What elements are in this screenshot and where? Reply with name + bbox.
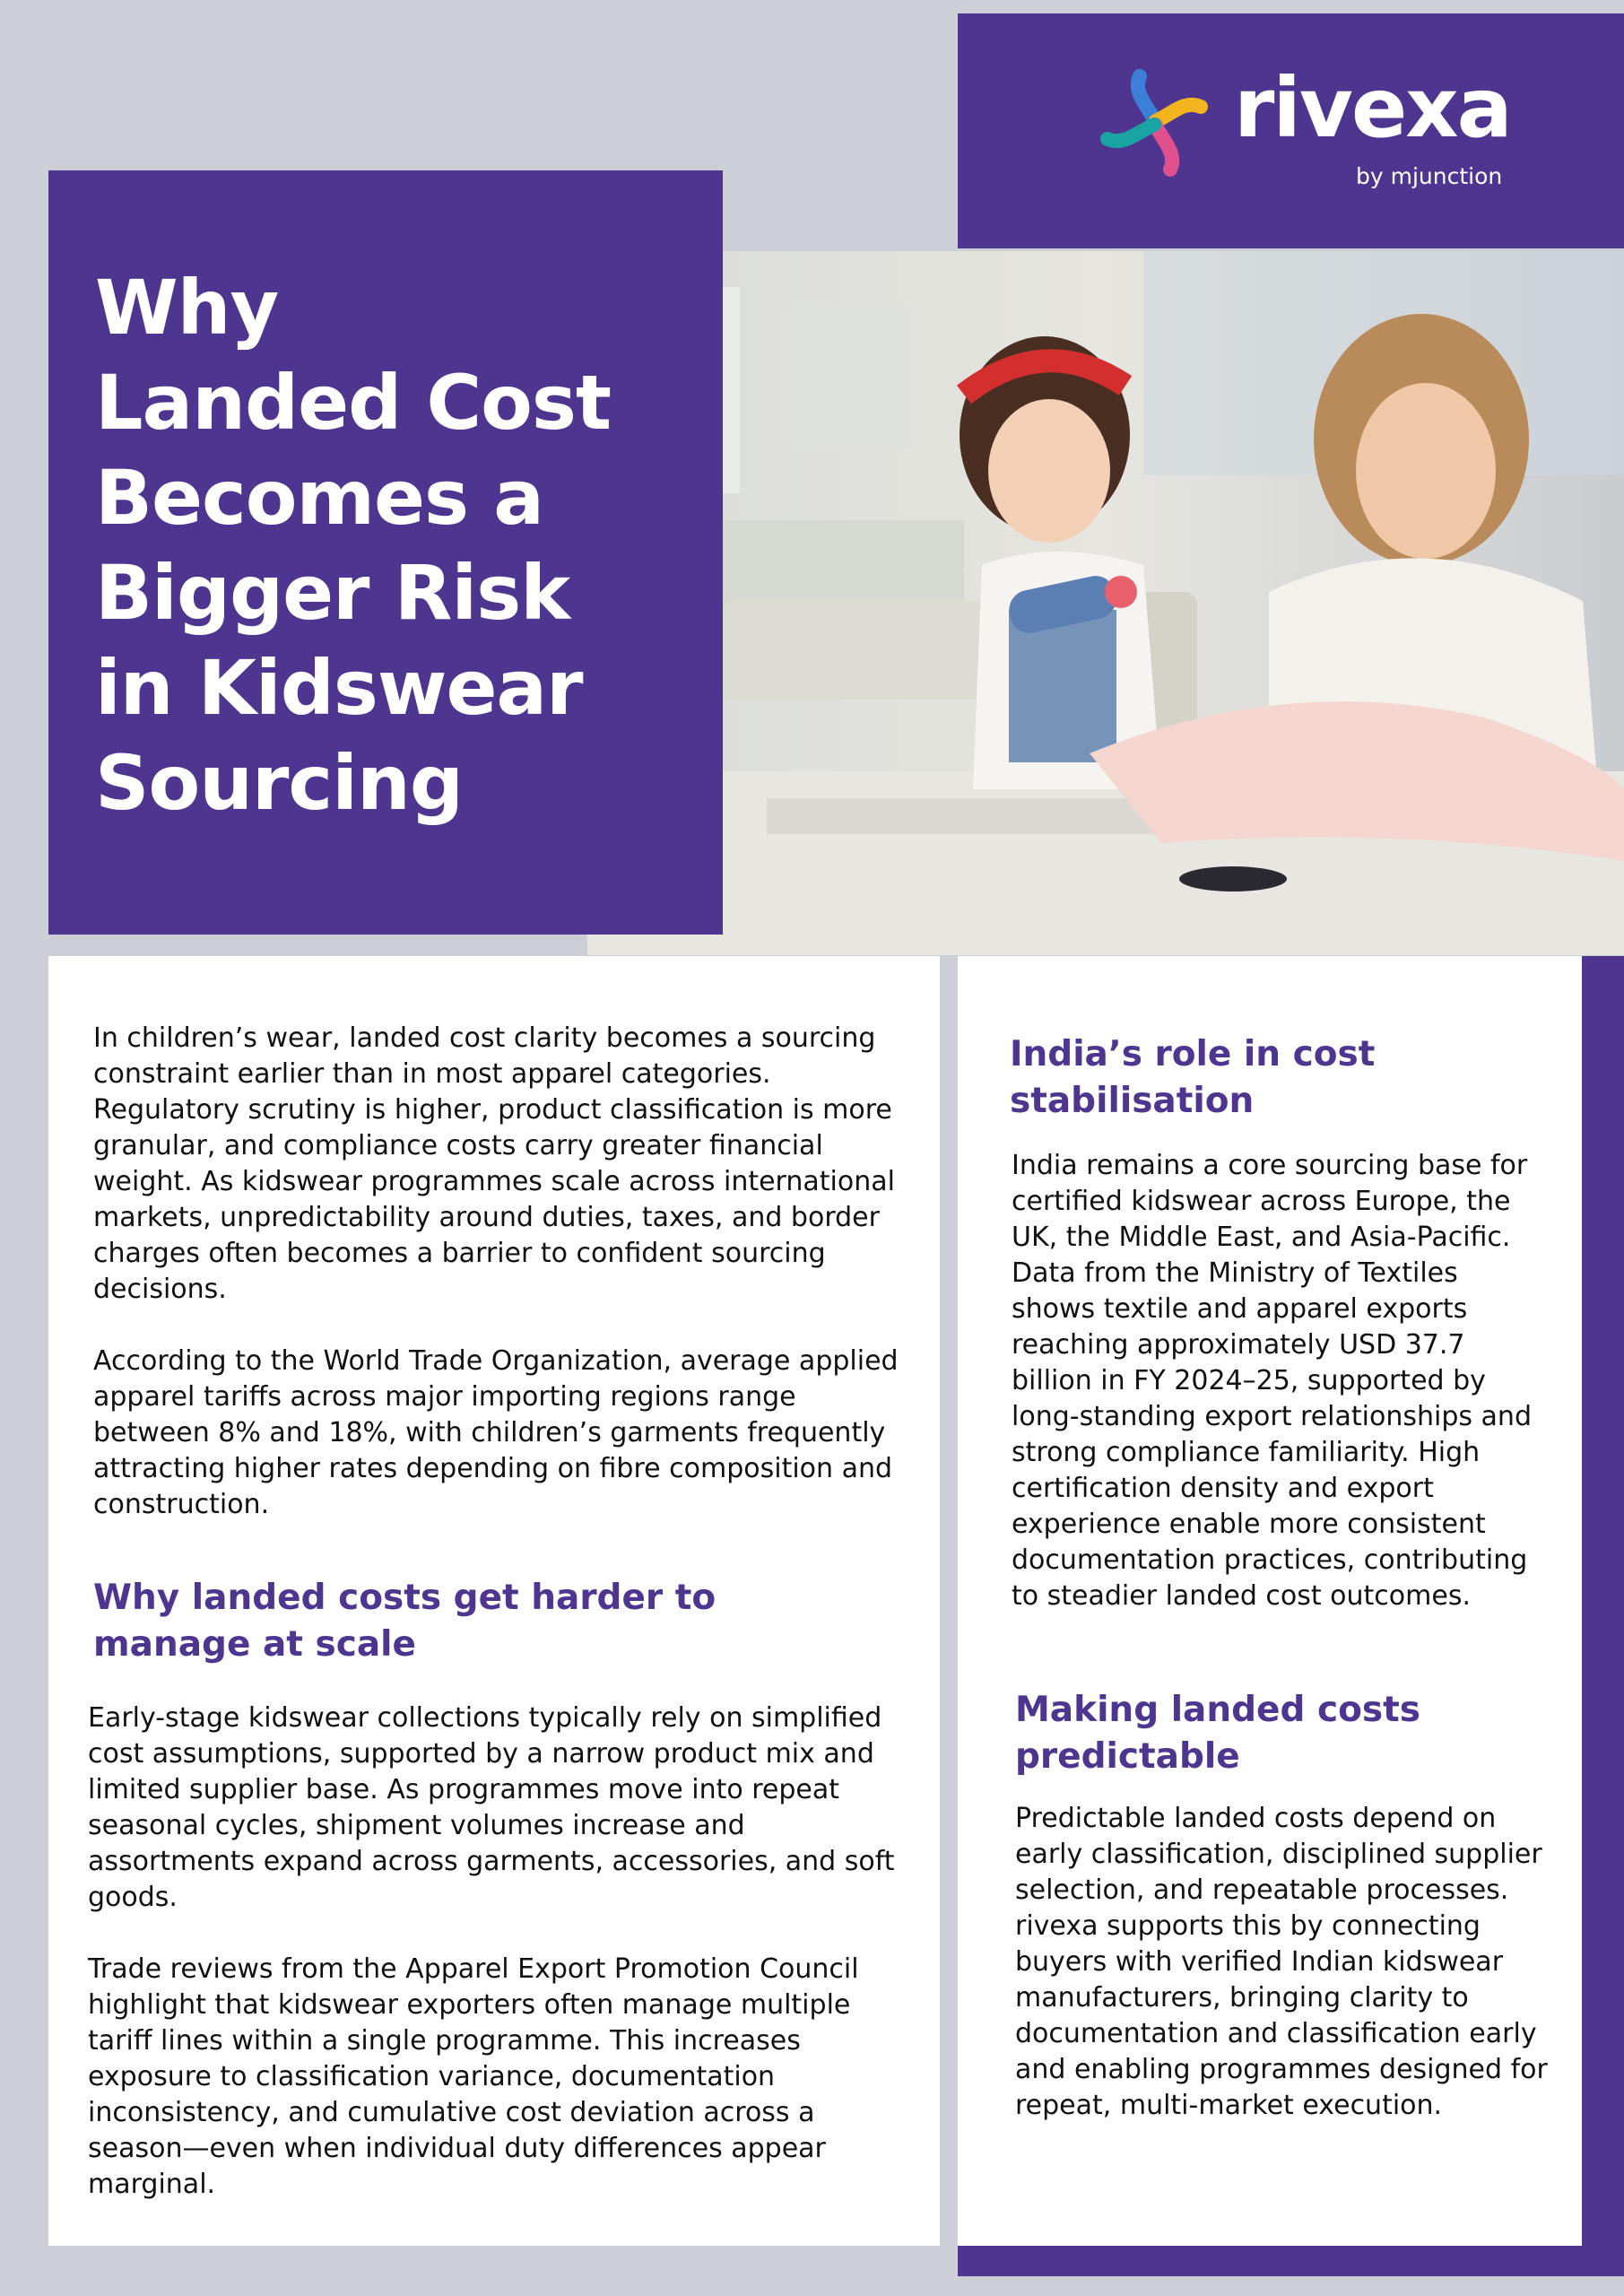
brand-name: rivexa bbox=[1234, 60, 1511, 156]
title-line: Sourcing bbox=[95, 739, 463, 827]
section-heading: India’s role in cost stabilisation bbox=[1010, 1034, 1376, 1121]
hero-photo bbox=[587, 251, 1624, 955]
section-paragraph: India remains a core sourcing base for certified kidswear across Europe, the UK, the Middle East, and Asia-Pacific. Data from the Ministry of Textiles shows textile and apparel exports reaching approximately USD 37.7 billion in FY 2024–25, supported by long-standing export relationships and strong compliance familiarity. High certification density and export experience enable more consistent documentation practices, contributing to steadier landed cost outcomes. bbox=[1012, 1150, 1532, 1612]
intro-paragraph: According to the World Trade Organization, average applied apparel tariffs across major importing regions range between 8% and 18%, with children’s garments frequently attracting higher rates depending on fibre composition and construction. bbox=[93, 1345, 899, 1520]
sewing-scene-image bbox=[587, 251, 1624, 955]
section-paragraph: Trade reviews from the Apparel Export Promotion Council highlight that kidswear exporters often manage multiple tariff lines within a single programme. This increases exposure to classification variance, documentation inconsistency, and cumulative cost deviation across a season—even when individual duty differences appear marginal. bbox=[88, 1953, 859, 2200]
intro-paragraph: In children’s wear, landed cost clarity becomes a sourcing constraint earlier than in most apparel categories. Regulatory scrutiny is higher, product classification is more granular, and compliance costs carry greater financial weight. As kidswear programmes scale across international markets, unpredictability around duties, taxes, and border charges often becomes a barrier to confident sourcing decisions. bbox=[93, 1022, 895, 1305]
title-line: Bigger Risk bbox=[95, 549, 570, 637]
section-heading: Why landed costs get harder to manage at scale bbox=[93, 1578, 716, 1665]
section-heading: Making landed costs predictable bbox=[1015, 1690, 1420, 1777]
logo-panel bbox=[958, 13, 1624, 248]
page-title bbox=[95, 260, 669, 831]
section-paragraph: Predictable landed costs depend on early classification, disciplined supplier selection, and repeatable processes. rivexa supports this by connecting buyers with verified Indian kidswear manufacturers, bringing clarity to documentation and classification early and enabling programmes designed for repeat, multi-market execution. bbox=[1015, 1803, 1548, 2121]
title-line: Becomes a bbox=[95, 454, 543, 542]
title-line: Why bbox=[95, 264, 279, 352]
title-panel bbox=[48, 170, 723, 935]
brand-tagline: by mjunction bbox=[1356, 163, 1503, 189]
title-line: in Kidswear bbox=[95, 644, 583, 732]
section-paragraph: Early-stage kidswear collections typically rely on simplified cost assumptions, supported by a narrow product mix and limited supplier base. As programmes move into repeat seasonal cycles, shipment volumes increase and assortments expand across garments, accessories, and soft goods. bbox=[88, 1702, 895, 1913]
title-line: Landed Cost bbox=[95, 359, 611, 447]
left-column bbox=[48, 956, 940, 2246]
rivexa-logo-icon bbox=[1097, 65, 1213, 182]
right-column bbox=[958, 956, 1582, 2246]
